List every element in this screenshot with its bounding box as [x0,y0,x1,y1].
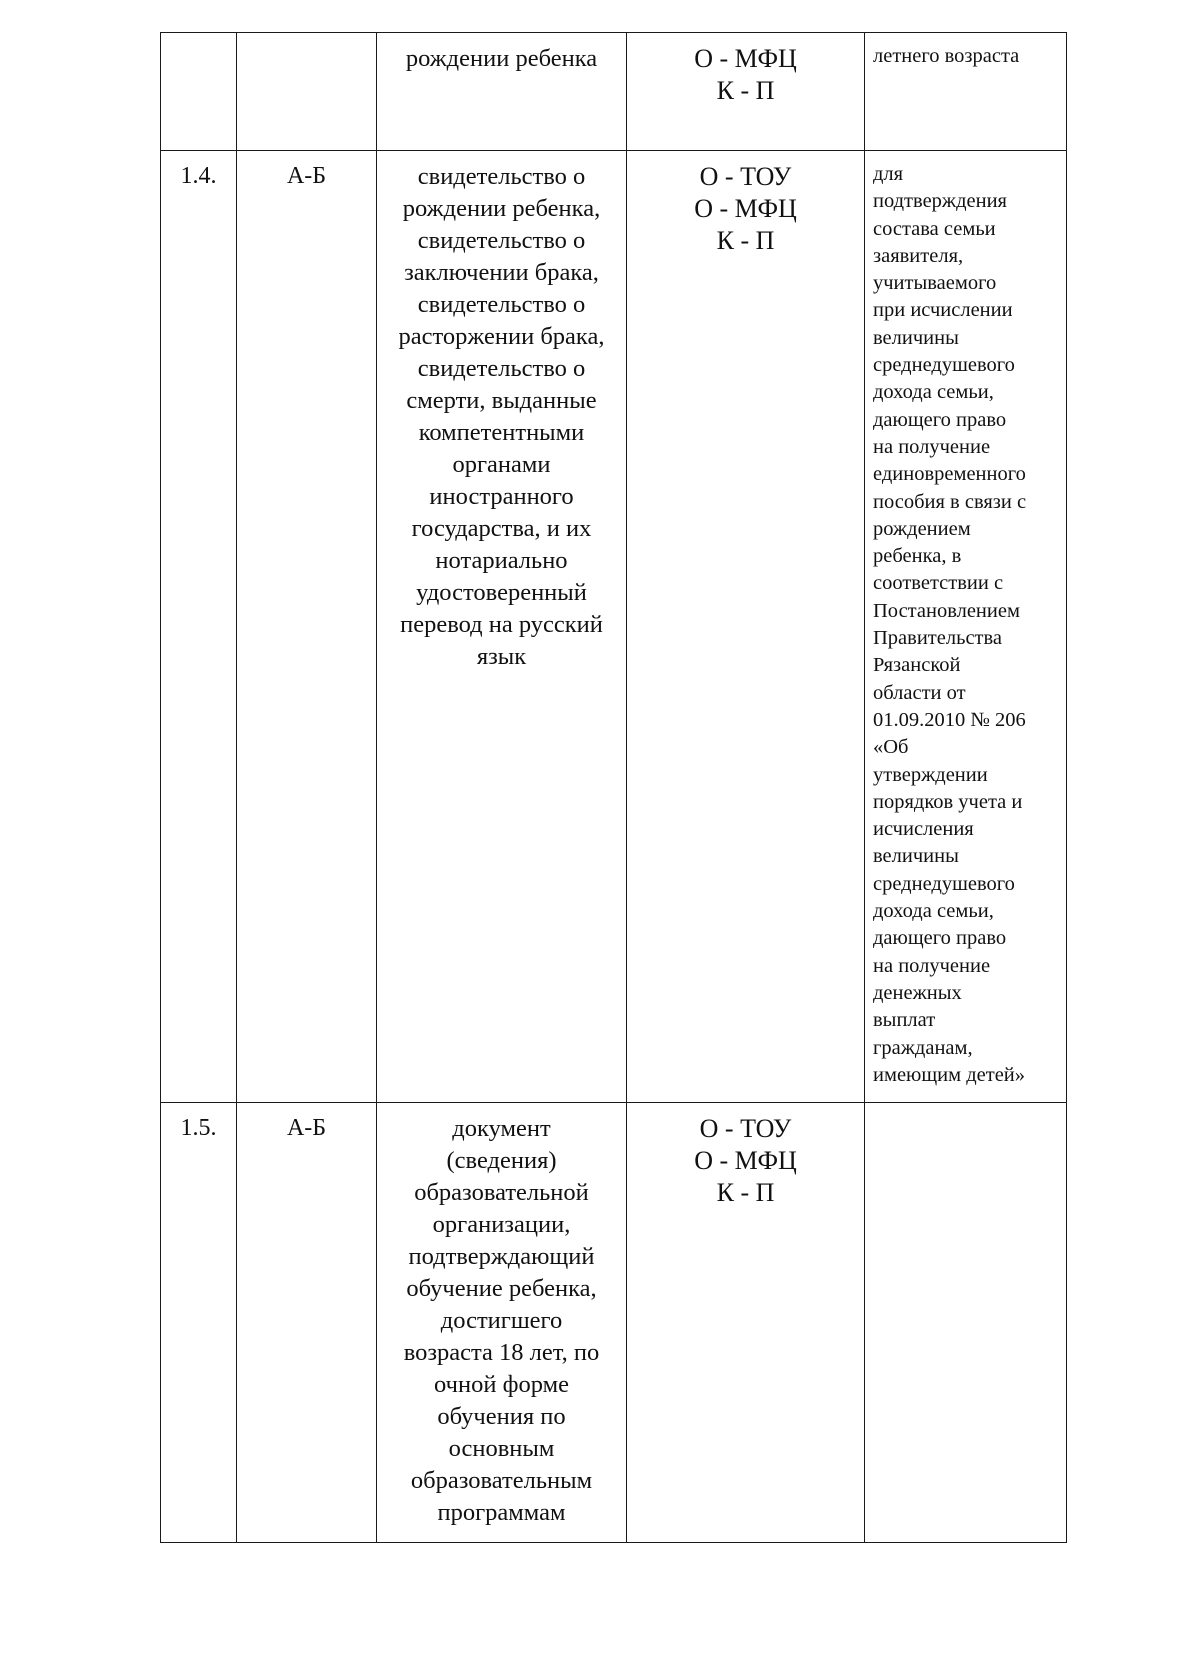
text-line: состава семьи [873,217,996,240]
text-line: возраста 18 лет, по [403,1339,600,1366]
text-line: О - МФЦ [694,194,797,223]
text-line: органами [452,451,551,478]
document-cell [377,33,627,151]
text-line: язык [476,643,527,670]
text-line: иностранного [429,483,574,510]
document-cell [377,1103,627,1543]
text-line: Постановлением [873,599,1020,622]
text-line: ребенка, в [873,545,962,568]
row-number-cell [161,33,237,151]
text-line: смерти, выданные [406,387,597,414]
text-line: заявителя, [873,244,964,267]
text-line: компетентными [418,419,585,446]
text-line: О - ТОУ [699,162,792,191]
text-line: учитываемого [873,272,997,295]
source-cell [627,151,865,1103]
text-line: свидетельство о [417,163,586,190]
text-line: Рязанской [873,654,961,677]
text-line: при исчислении [873,299,1013,322]
text-line: О - МФЦ [694,44,797,73]
text-line: организации, [432,1211,571,1238]
text-line: пособия в связи с [873,490,1027,513]
category-cell [237,33,377,151]
source-cell [627,1103,865,1543]
row-number-cell: 1.5. [161,1103,237,1543]
text-line: «Об [873,736,909,759]
text-line: заключении брака, [404,259,599,286]
text-line: государства, и их [411,515,592,542]
note-cell [865,1103,1067,1543]
text-line: расторжении брака, [398,323,605,350]
text-line: денежных [873,981,962,1004]
text-line: программам [437,1499,566,1526]
text-line: перевод на русский [400,611,603,638]
text-line: дохода семьи, [873,900,994,923]
text-line: области от [873,681,966,704]
text-line: свидетельство о [417,291,586,318]
text-line: на получение [873,435,991,458]
text-line: утверждении [873,763,988,786]
text-line: имеющим детей» [873,1063,1026,1086]
text-line: К - П [716,76,775,105]
note-cell [865,151,1067,1103]
text-line: рождении ребенка, [402,195,601,222]
text-line: (сведения) [446,1147,557,1174]
text-line: Правительства [873,627,1003,650]
text-line: на получение [873,954,991,977]
source-cell [627,33,865,151]
text-line: свидетельство о [417,355,586,382]
text-line: обучения по [437,1403,566,1430]
text-line: удостоверенный [416,579,587,606]
text-line: величины [873,326,959,349]
text-line: О - ТОУ [699,1114,792,1143]
text-line: единовременного [873,463,1026,486]
text-line: летнего возраста [873,45,1020,67]
text-line: дохода семьи, [873,381,994,404]
text-line: исчисления [873,818,974,841]
document-cell [377,151,627,1103]
documents-table [160,32,1067,1543]
text-line: достигшего [440,1307,563,1334]
text-line: соответствии с [873,572,1004,595]
text-line: выплат [873,1009,936,1032]
table-row [161,151,1067,1103]
text-line: нотариально [435,547,568,574]
text-line: дающего право [873,927,1007,950]
note-cell [865,33,1067,151]
text-line: рождением [873,517,971,540]
text-line: очной форме [434,1371,569,1398]
text-line: среднедушевого [873,354,1015,377]
text-line: рождении ребенка [405,45,598,72]
text-line: 01.09.2010 № 206 [873,708,1026,731]
row-number-cell: 1.4. [161,151,237,1103]
table-row [161,33,1067,151]
category-cell: А-Б [237,151,377,1103]
category-cell: А-Б [237,1103,377,1543]
text-line: порядков учета и [873,790,1023,813]
text-line: среднедушевого [873,872,1015,895]
text-line: К - П [716,226,775,255]
text-line: величины [873,845,959,868]
text-line: образовательной [414,1179,589,1206]
text-line: О - МФЦ [694,1146,797,1175]
text-line: свидетельство о [417,227,586,254]
text-line: подтверждения [873,190,1007,213]
text-line: образовательным [410,1467,593,1494]
text-line: основным [448,1435,555,1462]
text-line: документ [452,1115,551,1142]
text-line: гражданам, [873,1036,973,1059]
text-line: обучение ребенка, [406,1275,597,1302]
text-line: К - П [716,1178,775,1207]
table-row [161,1103,1067,1543]
text-line: дающего право [873,408,1007,431]
text-line: для [873,163,904,185]
text-line: подтверждающий [408,1243,595,1270]
